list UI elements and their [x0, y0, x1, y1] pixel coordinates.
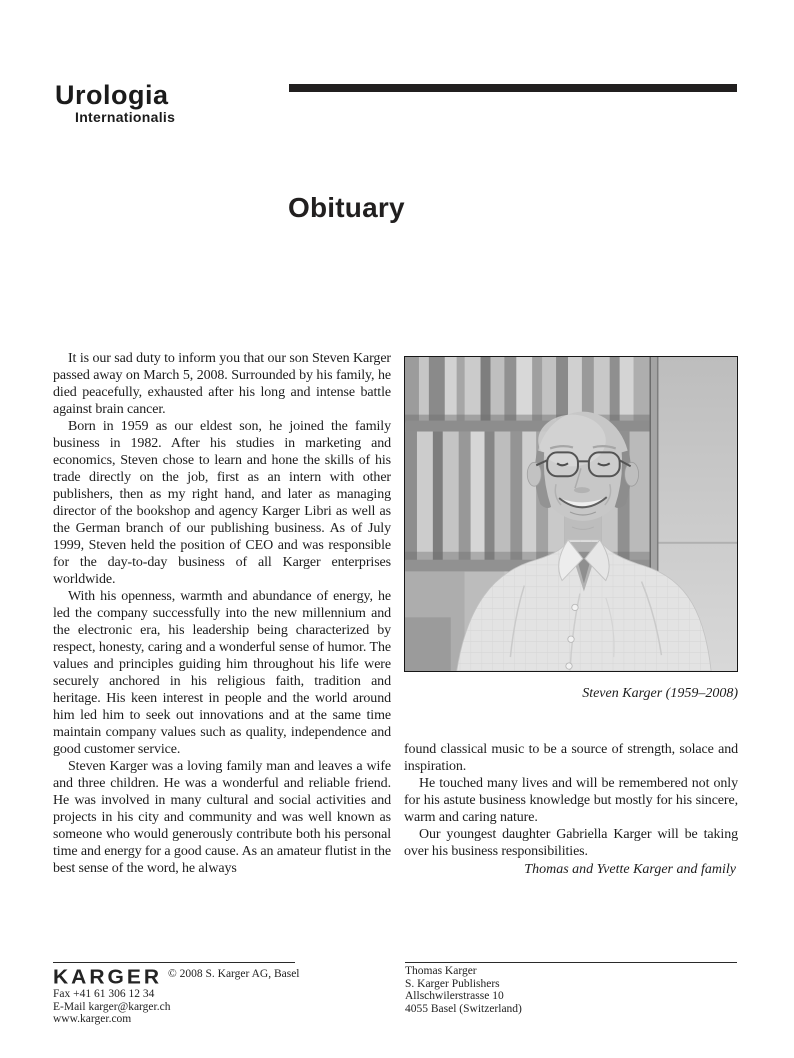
header-rule-bar [289, 84, 737, 92]
photo-caption: Steven Karger (1959–2008) [582, 686, 738, 701]
paragraph-2: Born in 1959 as our eldest son, he joined the family business in 1982. After his studies in marketing and economics, Steven chose to learn and hone the skills of his trade directly on the job, first as an intern with other publishers, then as my right hand, and later as managing director of the bookshop and agency Karger Libri as well as the German branch of our publishing business. As of July 1999, Steven held the position of CEO and was responsible for the day-to-day business of all Karger enterprises worldwide. [53, 419, 391, 587]
footer-rule-left [53, 962, 295, 963]
paragraph-7: Our youngest daughter Gabriella Karger will be taking over his business responsibilities. [404, 827, 738, 859]
publisher-logo: KARGER [53, 966, 163, 989]
copyright-notice: © 2008 S. Karger AG, Basel [168, 968, 300, 980]
footer-rule-right [405, 962, 737, 963]
correspondence-address [405, 965, 522, 1015]
paragraph-3: With his openness, warmth and abundance of energy, he led the company successfully into the new millennium and the electronic era, his leadership being characterized by respect, honesty, caring and a wonderful sense of humor. The values and principles guiding him throughout his life were securely anchored in his religious faith, tradition and heritage. His keen interest in people and the world around him led him to seek out innovations and at the same time maintain company values such as quality, independence and good customer service. [53, 589, 391, 757]
address-name: Thomas Karger [405, 965, 477, 977]
paragraph-1: It is our sad duty to inform you that our son Steven Karger passed away on March 5, 2008. Surrounded by his family, he died peacefully, exhausted after his long and intense battle against brain cancer. [53, 351, 391, 417]
email-line: E-Mail karger@karger.ch [53, 1000, 171, 1013]
paragraph-6: He touched many lives and will be remembered not only for his astute business knowledge but mostly for his sincere, warm and caring nature. [404, 776, 738, 825]
journal-logo-subtitle: Internationalis [75, 109, 176, 125]
address-city: 4055 Basel (Switzerland) [405, 1002, 522, 1015]
right-column [404, 741, 738, 878]
article-title: Obituary [288, 192, 405, 223]
left-column [53, 350, 391, 877]
portrait-figure [404, 356, 738, 702]
wall-seam [657, 542, 736, 544]
website-line: www.karger.com [53, 1013, 132, 1025]
paragraph-5: found classical music to be a source of strength, solace and inspiration. [404, 742, 738, 774]
signature: Thomas and Yvette Karger and family [524, 862, 736, 877]
steven-karger-photo [404, 356, 738, 672]
journal-logo [55, 80, 175, 125]
address-street: Allschwilerstrasse 10 [405, 990, 504, 1002]
paragraph-4: Steven Karger was a loving family man and leaves a wife and three children. He was a wonderful and reliable friend. He was involved in many cultural and social activities and projects in his city and community and was well known as someone who would generously contribute both his personal time and energy for a good cause. As an amateur flutist in the best sense of the word, he always [53, 759, 391, 876]
publisher-contact [53, 988, 170, 1026]
journal-logo-title: Urologia [55, 80, 169, 110]
fax-line: Fax +41 61 306 12 34 [53, 988, 155, 1000]
address-company: S. Karger Publishers [405, 977, 500, 990]
bookshelf-top-row [405, 357, 651, 423]
